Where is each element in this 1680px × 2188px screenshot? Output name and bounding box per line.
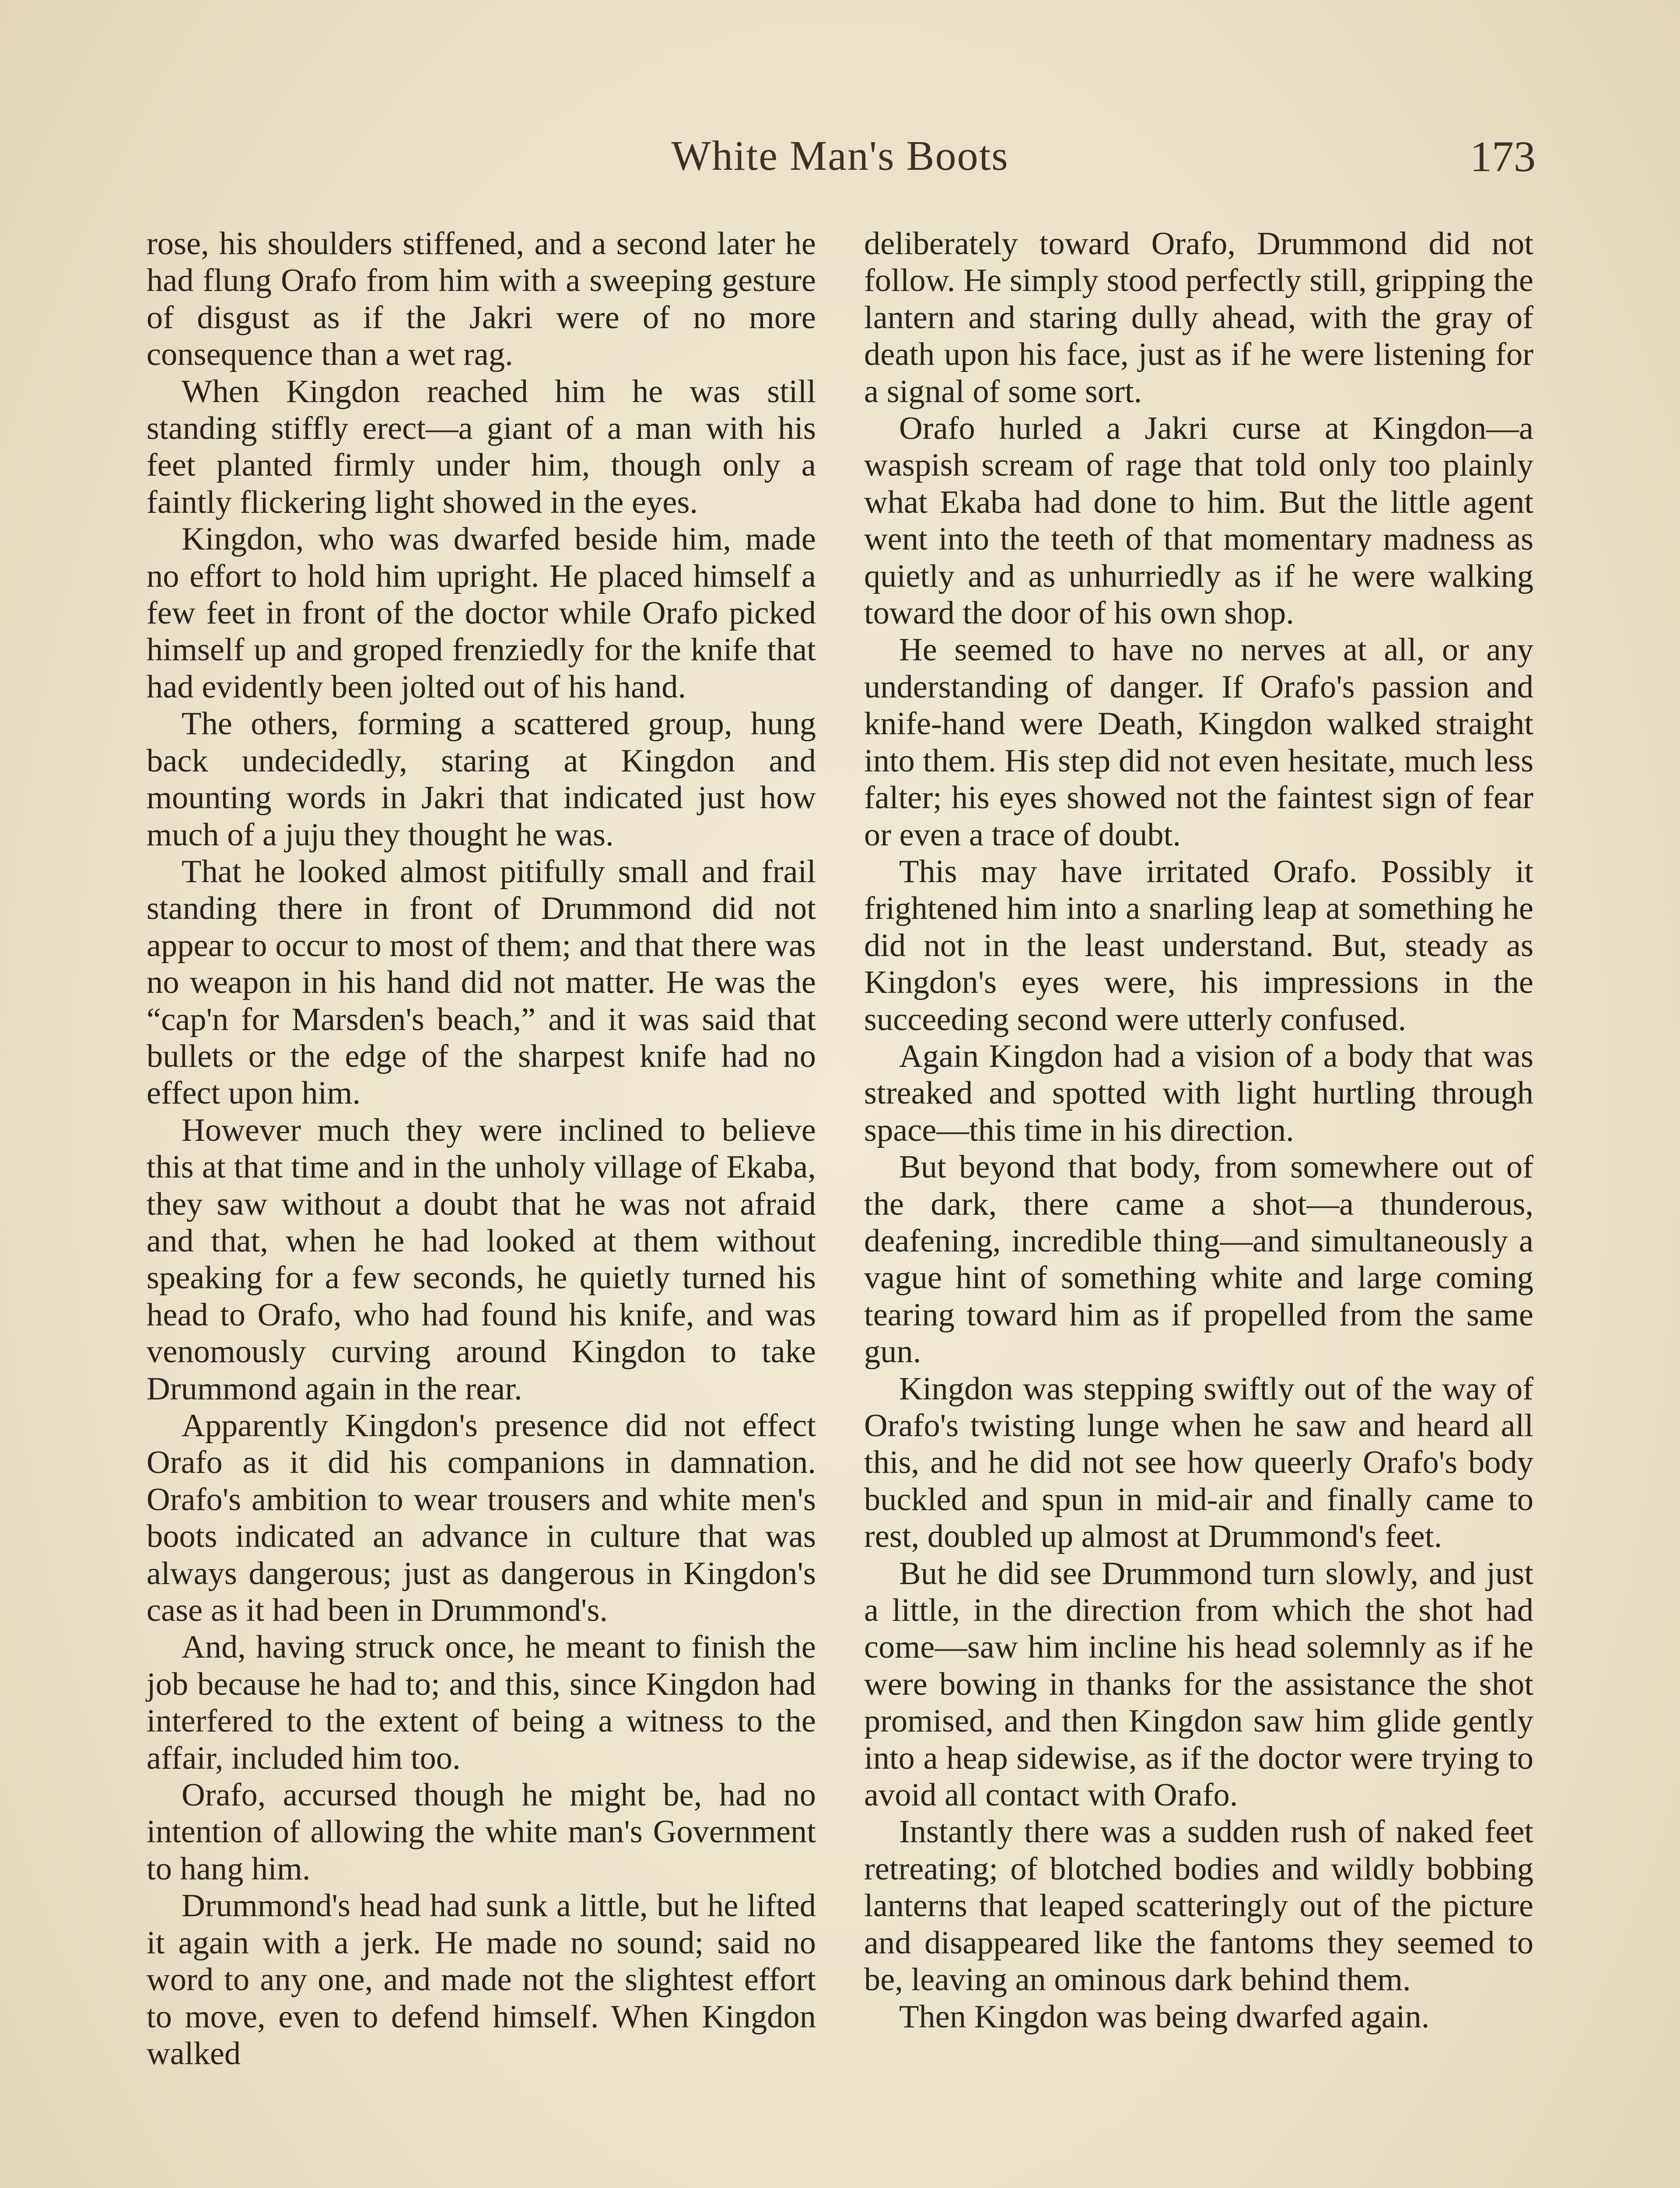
paragraph: Orafo hurled a Jakri curse at Kingdon—a waspish scream of rage that told only too plainly what Ekaba had done to him. But the little agent went into the teeth of that momentary madness as quietly and as unhurriedly as if he were walking toward the door of his own shop. bbox=[864, 410, 1533, 631]
paragraph: However much they were inclined to believe this at that time and in the unholy village of Ekaba, they saw without a doubt that he was not afraid and that, when he had looked at them without speaking for a few seconds, he quietly turned his head to Orafo, who had found his knife, and was venomously curving around Kingdon to take Drummond again in the rear. bbox=[147, 1112, 816, 1407]
running-title: White Man's Boots bbox=[671, 132, 1009, 179]
paragraph: But he did see Drummond turn slowly, and just a little, in the direction from which the shot had come—saw him incline his head solemnly as if he were bowing in thanks for the assistance the shot promised, and then Kingdon saw him glide gently into a heap sidewise, as if the doctor were trying to avoid all contact with Orafo. bbox=[864, 1555, 1533, 1813]
paragraph: Drummond's head had sunk a little, but he lifted it again with a jerk. He made no sound; said no word to any one, and made not the slightest effort to move, even to defend himself. When Kingdon walked bbox=[147, 1888, 816, 2072]
paragraph: When Kingdon reached him he was still standing stiffly erect—a giant of a man with his feet planted firmly under him, though only a faintly flickering light showed in the eyes. bbox=[147, 373, 816, 520]
paragraph: Kingdon was stepping swiftly out of the way of Orafo's twisting lunge when he saw and heard all this, and he did not see how queerly Orafo's body buckled and spun in mid-air and finally came to rest, doubled up almost at Drummond's feet. bbox=[864, 1371, 1533, 1555]
paragraph: Instantly there was a sudden rush of naked feet retreating; of blotched bodies and wildly bobbing lanterns that leaped scatteringly out of the picture and disappeared like the fantoms they seemed to be, leaving an ominous dark behind them. bbox=[864, 1814, 1533, 1998]
paragraph: deliberately toward Orafo, Drummond did not follow. He simply stood perfectly still, gripping the lantern and staring dully ahead, with the gray of death upon his face, just as if he were listening for a signal of some sort. bbox=[864, 226, 1533, 410]
right-column bbox=[864, 225, 1533, 2035]
paragraph: He seemed to have no nerves at all, or any understanding of danger. If Orafo's passion and knife-hand were Death, Kingdon walked straight into them. His step did not even hesitate, much less falter; his eyes showed not the faintest sign of fear or even a trace of doubt. bbox=[864, 632, 1533, 853]
page-number: 173 bbox=[1470, 132, 1536, 181]
paragraph: Then Kingdon was being dwarfed again. bbox=[899, 1999, 1430, 2035]
paragraph: Kingdon, who was dwarfed beside him, made no effort to hold him upright. He placed himself a few feet in front of the doctor while Orafo picked himself up and groped frenziedly for the knife that had evidently been jolted out of his hand. bbox=[147, 521, 816, 705]
left-column bbox=[147, 225, 816, 2072]
paragraph: That he looked almost pitifully small and frail standing there in front of Drummond did not appear to occur to most of them; and that there was no weapon in his hand did not matter. He was the “cap'n for Marsden's beach,” and it was said that bullets or the edge of the sharpest knife had no effect upon him. bbox=[147, 853, 816, 1112]
paragraph: Orafo, accursed though he might be, had no intention of allowing the white man's Government to hang him. bbox=[147, 1777, 816, 1887]
paragraph: This may have irritated Orafo. Possibly it frightened him into a snarling leap at something he did not in the least understand. But, steady as Kingdon's eyes were, his impressions in the succeeding second were utterly confused. bbox=[864, 853, 1533, 1038]
paragraph: Again Kingdon had a vision of a body that was streaked and spotted with light hurtling through space—this time in his direction. bbox=[864, 1038, 1533, 1148]
paragraph: The others, forming a scattered group, hung back undecidedly, staring at Kingdon and mounting words in Jakri that indicated just how much of a juju they thought he was. bbox=[147, 706, 816, 853]
paragraph: And, having struck once, he meant to finish the job because he had to; and this, since Kingdon had interfered to the extent of being a witness to the affair, included him too. bbox=[147, 1629, 816, 1776]
paragraph: Apparently Kingdon's presence did not effect Orafo as it did his companions in damnation. Orafo's ambition to wear trousers and white men's boots indicated an advance in culture that was always dangerous; just as dangerous in Kingdon's case as it had been in Drummond's. bbox=[147, 1408, 816, 1629]
paragraph: But beyond that body, from somewhere out of the dark, there came a shot—a thunderous, deafening, incredible thing—and simultaneously a vague hint of something white and large coming tearing toward him as if propelled from the same gun. bbox=[864, 1149, 1533, 1370]
paragraph: rose, his shoulders stiffened, and a second later he had flung Orafo from him with a sweeping gesture of disgust as if the Jakri were of no more consequence than a wet rag. bbox=[147, 226, 816, 373]
